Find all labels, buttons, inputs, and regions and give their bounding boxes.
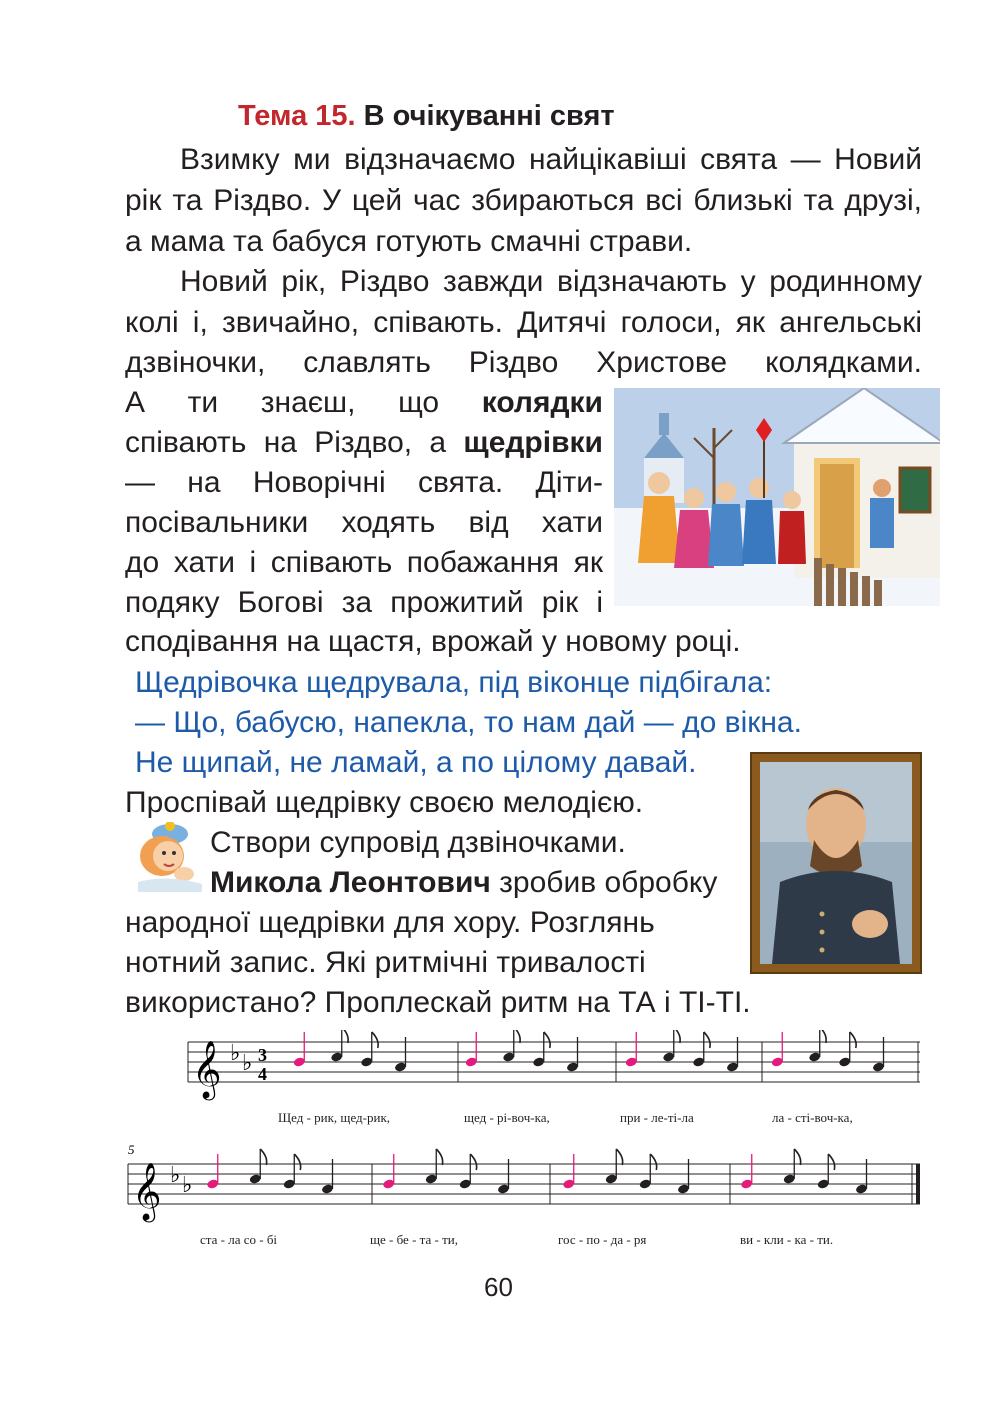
notes-row-2: [206, 1149, 868, 1195]
lyrics: ста - ла со - бі: [200, 1232, 278, 1247]
paragraph-line: сподівання на щастя, врожай у новому році.: [125, 625, 741, 658]
paragraph-line: до хати і співають побажання як: [125, 546, 603, 579]
task-line: нотний запис. Які ритмічні тривалості: [125, 946, 646, 979]
leontovych-portrait-icon: [750, 752, 922, 974]
task-line: використано? Проплескай ритм на ТА і ТІ-ТІ.: [125, 986, 751, 1019]
note-flag: [514, 1030, 520, 1043]
measure-number: 5: [128, 1142, 135, 1157]
time-signature-bottom: 4: [258, 1064, 267, 1084]
note-flag: [616, 1149, 622, 1165]
note-flag: [794, 1149, 800, 1165]
poem-line: Не щипай, не ламай, а по цілому давай.: [135, 746, 697, 779]
page-number: 60: [484, 1272, 513, 1302]
treble-clef-icon: 𝄞: [192, 1040, 222, 1098]
note-flag: [704, 1032, 710, 1048]
note-flag: [294, 1154, 300, 1170]
paragraph-line: дзвіночки, славлять Різдво Христове колядками.: [125, 346, 922, 379]
task-line: Проспівай щедрівку своєю мелодією.: [125, 786, 644, 819]
lyrics: ви - кли - ка - ти.: [740, 1232, 834, 1247]
paragraph-line: — на Новорічні свята. Діти-: [125, 466, 603, 499]
thinking-boy-icon: [128, 822, 206, 892]
note-flag: [342, 1030, 348, 1043]
note-flag: [372, 1032, 378, 1048]
note-flag: [650, 1154, 656, 1170]
flat-icon: ♭: [242, 1051, 253, 1076]
paragraph-line: подяку Богові за прожитий рік і: [125, 586, 603, 619]
carolers-illustration: [614, 388, 940, 606]
notes-row-1: [293, 1030, 885, 1073]
lyrics: ще - бе - та - ти,: [370, 1232, 458, 1247]
time-signature-top: 3: [258, 1045, 267, 1065]
task-line: народної щедрівки для хору. Розглянь: [125, 906, 655, 939]
paragraph-line: Новий рік, Різдво завжди відзначають у родинному: [180, 265, 922, 298]
lyrics: гос - по - да - ря: [558, 1232, 647, 1247]
note-flag: [850, 1032, 856, 1048]
term-koliadky: колядки: [481, 386, 603, 419]
task-line: Микола Леонтович зробив обробку: [210, 866, 718, 899]
note-flag: [470, 1154, 476, 1170]
music-score: [120, 1030, 920, 1260]
paragraph-line: посівальники ходять від хати: [125, 506, 603, 539]
lyrics: при - ле-ті-ла: [620, 1110, 694, 1125]
term-shchedrivky: щедрівки: [463, 426, 603, 459]
paragraph-line: колі і, звичайно, співають. Дитячі голоси, як ангельські: [125, 306, 922, 339]
paragraph-line: А ти знаєш, що колядки: [125, 386, 603, 419]
composer-name: Микола Леонтович: [210, 866, 491, 899]
note-flag: [260, 1149, 266, 1165]
flat-icon: ♭: [182, 1173, 193, 1198]
flat-icon: ♭: [170, 1163, 181, 1188]
paragraph-line: а мама та бабуся готують смачні страви.: [125, 225, 693, 258]
note-flag: [820, 1030, 826, 1043]
note-flag: [828, 1154, 834, 1170]
treble-clef-icon: 𝄞: [132, 1162, 162, 1220]
task-line: Створи супровід дзвіночками.: [210, 826, 626, 859]
flat-icon: ♭: [230, 1041, 241, 1066]
paragraph-line: Взимку ми відзначаємо найцікавіші свята — Новий: [180, 143, 922, 176]
topic-title: В очікуванні свят: [363, 100, 615, 132]
note-flag: [674, 1030, 680, 1043]
staff-system-1: [188, 1040, 920, 1101]
paragraph-line: рік та Різдво. У цей час збираються всі близькі та друзі,: [125, 184, 922, 217]
note-flag: [436, 1149, 442, 1165]
poem-line: — Що, бабусю, напекла, то нам дай — до вікна.: [135, 706, 802, 739]
lyrics: Щед - рик, щед-рик,: [278, 1110, 391, 1125]
topic-number: Тема 15.: [238, 100, 356, 132]
lyrics: щед - рі-воч-ка,: [464, 1110, 550, 1125]
paragraph-line: співають на Різдво, а щедрівки: [125, 426, 603, 459]
staff-system-2: [128, 1162, 920, 1223]
page-title: [238, 98, 615, 134]
lyrics: ла - сті-воч-ка,: [772, 1110, 853, 1125]
note-flag: [544, 1032, 550, 1048]
poem-line: Щедрівочка щедрувала, під віконце підбігала:: [135, 666, 773, 699]
